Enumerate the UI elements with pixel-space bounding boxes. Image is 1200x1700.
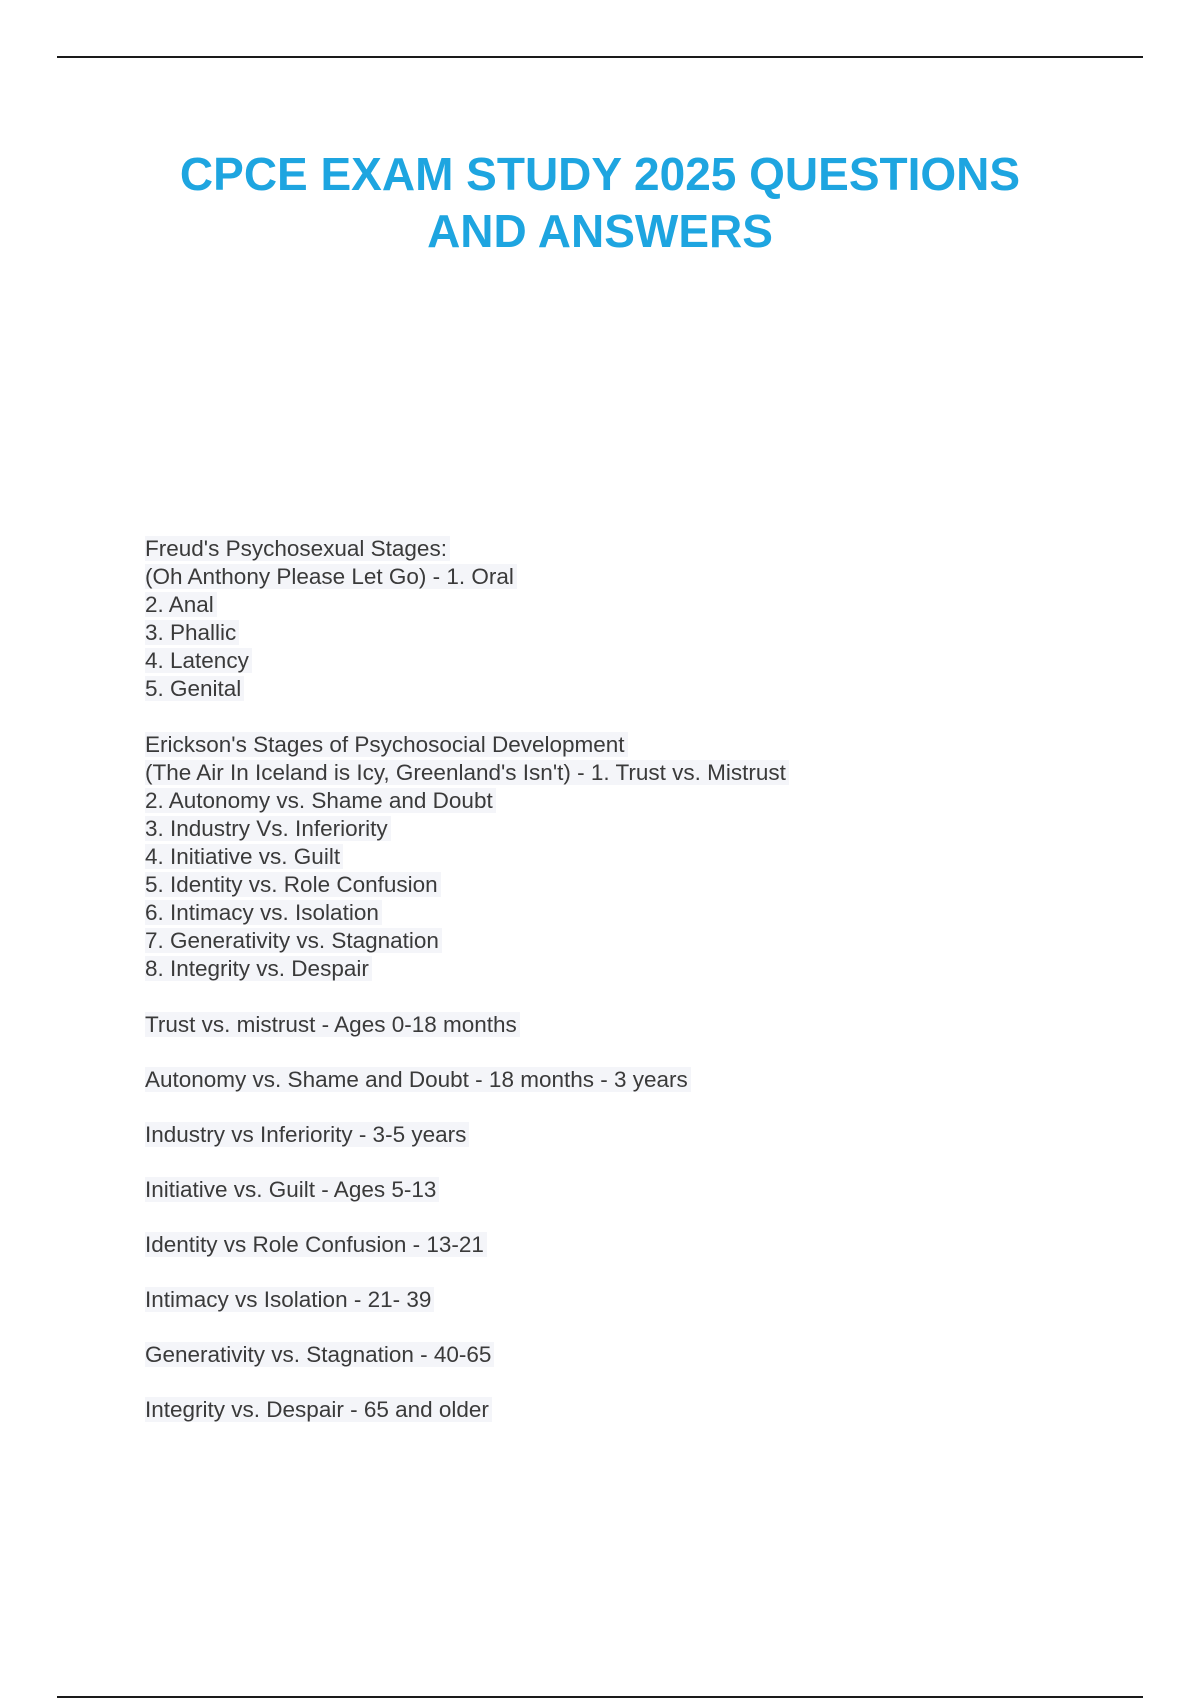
document-title — [100, 146, 1100, 260]
document-body — [145, 535, 1045, 1424]
qa-pair: Initiative vs. Guilt - Ages 5-13 — [145, 1176, 1045, 1204]
qa-pair: Generativity vs. Stagnation - 40-65 — [145, 1341, 1045, 1369]
erickson-line: 6. Intimacy vs. Isolation — [145, 899, 1045, 927]
freud-line: 5. Genital — [145, 675, 1045, 703]
qa-pair: Integrity vs. Despair - 65 and older — [145, 1396, 1045, 1424]
erickson-line: 8. Integrity vs. Despair — [145, 955, 1045, 983]
freud-line: (Oh Anthony Please Let Go) - 1. Oral — [145, 563, 1045, 591]
header-rule — [57, 56, 1143, 58]
erickson-line: (The Air In Iceland is Icy, Greenland's Isn't) - 1. Trust vs. Mistrust — [145, 759, 1045, 787]
erickson-line: 4. Initiative vs. Guilt — [145, 843, 1045, 871]
title-line-2: AND ANSWERS — [427, 205, 773, 257]
erickson-block — [145, 731, 1045, 983]
footer-rule — [57, 1696, 1143, 1698]
freud-heading: Freud's Psychosexual Stages: — [145, 535, 1045, 563]
erickson-heading: Erickson's Stages of Psychosocial Development — [145, 731, 1045, 759]
erickson-line: 5. Identity vs. Role Confusion — [145, 871, 1045, 899]
qa-pair: Autonomy vs. Shame and Doubt - 18 months - 3 years — [145, 1066, 1045, 1094]
qa-pair: Industry vs Inferiority - 3-5 years — [145, 1121, 1045, 1149]
erickson-line: 2. Autonomy vs. Shame and Doubt — [145, 787, 1045, 815]
freud-line: 3. Phallic — [145, 619, 1045, 647]
qa-pair: Trust vs. mistrust - Ages 0-18 months — [145, 1011, 1045, 1039]
title-line-1: CPCE EXAM STUDY 2025 QUESTIONS — [179, 148, 1021, 200]
qa-pair: Intimacy vs Isolation - 21- 39 — [145, 1286, 1045, 1314]
erickson-line: 3. Industry Vs. Inferiority — [145, 815, 1045, 843]
erickson-line: 7. Generativity vs. Stagnation — [145, 927, 1045, 955]
freud-line: 2. Anal — [145, 591, 1045, 619]
qa-pair: Identity vs Role Confusion - 13-21 — [145, 1231, 1045, 1259]
freud-line: 4. Latency — [145, 647, 1045, 675]
freud-block — [145, 535, 1045, 703]
